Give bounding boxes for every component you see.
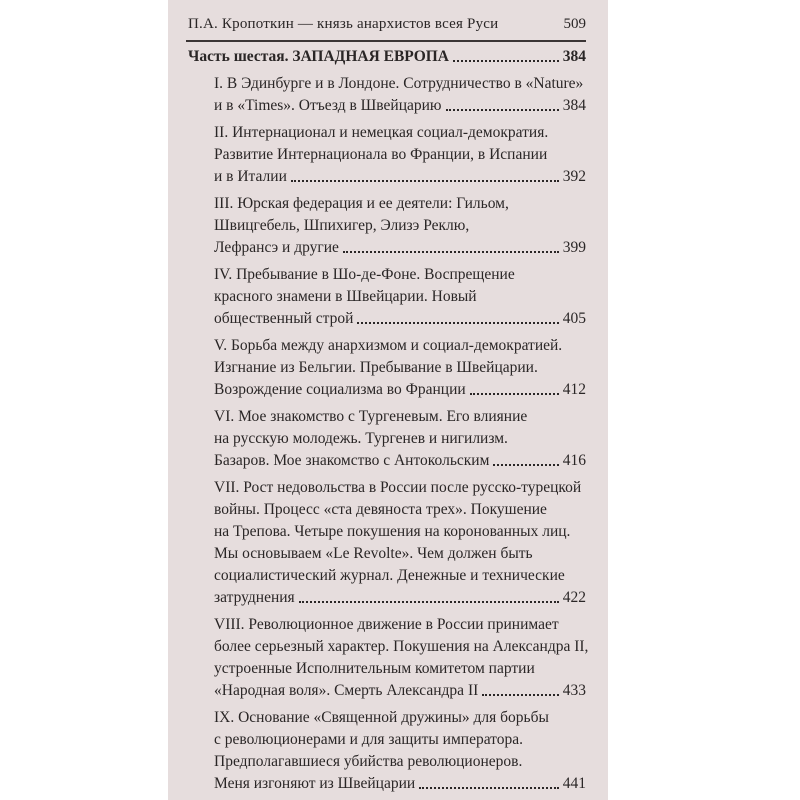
header-title: П.А. Кропоткин — князь анархистов всея Руси (188, 16, 499, 32)
toc-entry-page: 433 (562, 682, 586, 699)
toc-entry[interactable] (188, 264, 586, 330)
leader-dots (453, 60, 559, 62)
toc-entry-page: 405 (562, 310, 586, 327)
toc-entry-line: красного знамени в Швейцарии. Новый (214, 288, 477, 305)
running-header (188, 12, 586, 36)
toc-entry-line: VII. Рост недовольства в России после русско-турецкой (214, 479, 582, 496)
toc-entry-last-line (214, 680, 586, 702)
toc-entry-line: Возрождение социализма во Франции (214, 381, 466, 398)
leader-dots (357, 322, 558, 324)
toc-entry-line: III. Юрская федерация и ее деятели: Гильом, (214, 195, 509, 212)
table-of-contents (188, 46, 589, 800)
toc-entry-page: 422 (562, 589, 586, 606)
toc-entry[interactable] (188, 477, 586, 609)
toc-entry[interactable] (188, 614, 589, 702)
toc-entry[interactable] (188, 122, 586, 188)
toc-entry[interactable] (188, 335, 586, 401)
leader-dots (470, 393, 559, 395)
toc-entry-line: IX. Основание «Священной дружины» для борьбы (214, 709, 549, 726)
toc-entry-last-line (214, 450, 586, 472)
toc-entry-line: Предполагавшиеся убийства революционеров. (214, 753, 523, 770)
toc-entry-line: I. В Эдинбурге и в Лондоне. Сотрудничество в «Nature» (214, 75, 584, 92)
header-rule (186, 40, 586, 42)
toc-entry-line: с революционерами и для защиты императора. (214, 731, 524, 748)
toc-entry-line: на Трепова. Четыре покушения на коронованных лиц. (214, 523, 571, 540)
toc-entry-line: Изгнание из Бельгии. Пребывание в Швейцарии. (214, 359, 538, 376)
toc-entry-line: IV. Пребывание в Шо-де-Фоне. Воспрещение (214, 266, 515, 283)
toc-entry-line: Развитие Интернационала во Франции, в Испании (214, 146, 548, 163)
toc-entry-line: Базаров. Мое знакомство с Антокольским (214, 452, 490, 469)
toc-entry-line: социалистический журнал. Денежные и технические (214, 567, 565, 584)
toc-entry-last-line (214, 379, 586, 401)
leader-dots (291, 180, 559, 182)
toc-entry-line: и в Италии (214, 168, 287, 185)
toc-part-heading[interactable] (188, 46, 586, 68)
header-page-number: 509 (563, 16, 586, 32)
toc-entry-page: 416 (562, 452, 586, 469)
leader-dots (343, 251, 559, 253)
toc-entry[interactable] (188, 193, 586, 259)
toc-part-page: 384 (562, 48, 586, 65)
toc-entry-last-line (214, 95, 586, 117)
toc-entry-page: 392 (562, 168, 586, 185)
toc-entry-line: войны. Процесс «ста девяноста трех». Покушение (214, 501, 547, 518)
leader-dots (419, 787, 559, 789)
toc-entry-last-line (214, 237, 586, 259)
toc-entry-line: V. Борьба между анархизмом и социал-демократией. (214, 337, 563, 354)
toc-entry-page: 412 (562, 381, 586, 398)
toc-part-label: Часть шестая. ЗАПАДНАЯ ЕВРОПА (188, 48, 449, 65)
toc-entry-last-line (214, 587, 586, 609)
toc-entries (188, 73, 589, 795)
toc-entry-line: затруднения (214, 589, 295, 606)
leader-dots (446, 109, 559, 111)
toc-entry-line: устроенные Исполнительным комитетом партии (214, 660, 535, 677)
toc-entry-line: II. Интернационал и немецкая социал-демократия. (214, 124, 549, 141)
toc-entry-page: 399 (562, 239, 586, 256)
toc-entry-line: Мы основываем «Le Revolte». Чем должен быть (214, 545, 533, 562)
book-page (168, 0, 608, 800)
leader-dots (482, 694, 558, 696)
toc-entry-line: «Народная воля». Смерть Александра II (214, 682, 479, 699)
toc-entry-line: Меня изгоняют из Швейцарии (214, 775, 416, 792)
toc-entry-last-line (214, 308, 586, 330)
toc-entry-line: общественный строй (214, 310, 354, 327)
toc-entry-line: на русскую молодежь. Тургенев и нигилизм. (214, 430, 508, 447)
toc-entry-page: 384 (562, 97, 586, 114)
toc-entry-line: Лефрансэ и другие (214, 239, 339, 256)
toc-entry-line: VIII. Революционное движение в России принимает (214, 616, 559, 633)
toc-entry[interactable] (188, 73, 586, 117)
toc-entry-line: более серьезный характер. Покушения на Александра II, (214, 638, 589, 655)
toc-entry-line: Швицгебель, Шпихигер, Элизэ Реклю, (214, 217, 470, 234)
toc-entry-last-line (214, 166, 586, 188)
toc-entry[interactable] (188, 406, 586, 472)
toc-entry[interactable] (188, 707, 586, 795)
leader-dots (493, 464, 558, 466)
toc-entry-page: 441 (562, 775, 586, 792)
toc-entry-last-line (214, 773, 586, 795)
toc-entry-line: VI. Мое знакомство с Тургеневым. Его влияние (214, 408, 528, 425)
toc-entry-line: и в «Times». Отъезд в Швейцарию (214, 97, 442, 114)
leader-dots (299, 601, 559, 603)
